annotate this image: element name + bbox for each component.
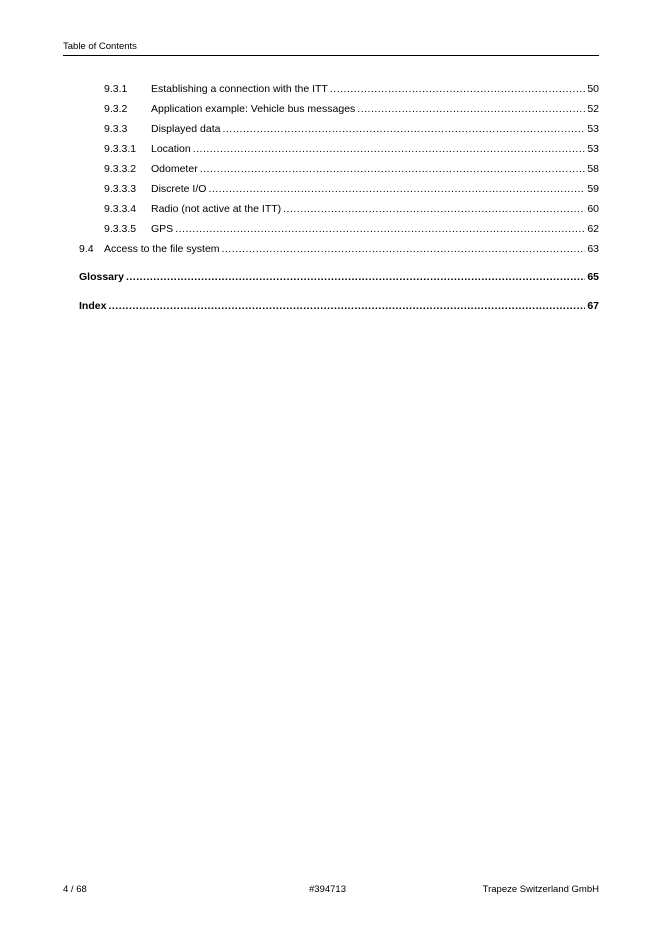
toc-entry-page[interactable]: 50 xyxy=(587,83,599,95)
toc-leader-dots xyxy=(357,102,585,116)
toc-entry-line xyxy=(151,142,599,156)
toc-entry-9-3-3-2[interactable] xyxy=(0,162,662,182)
toc-entry-title[interactable]: Glossary xyxy=(79,271,124,283)
toc-entry-line xyxy=(151,82,599,96)
toc-entry-9-3-3[interactable] xyxy=(0,122,662,142)
toc-entry-title[interactable]: Odometer xyxy=(151,163,198,175)
toc-leader-dots xyxy=(200,162,586,176)
toc-entry-title[interactable]: Access to the file system xyxy=(104,243,220,255)
toc-entry-line xyxy=(151,102,599,116)
toc-entry-line xyxy=(151,122,599,136)
toc-entry-line xyxy=(79,270,599,284)
toc-entry-9-3-1[interactable] xyxy=(0,82,662,102)
toc-entry-9-3-3-4[interactable] xyxy=(0,202,662,222)
toc-entry-line xyxy=(104,242,599,256)
toc-entry-title[interactable]: Displayed data xyxy=(151,123,221,135)
toc-leader-dots xyxy=(222,122,585,136)
toc-entry-9-3-3-3[interactable] xyxy=(0,182,662,202)
toc-entry-page[interactable]: 65 xyxy=(587,271,599,283)
footer-page-number: 4 / 68 xyxy=(63,884,87,895)
toc-leader-dots xyxy=(126,270,585,284)
toc-entry-line xyxy=(151,202,599,216)
header-title: Table of Contents xyxy=(63,41,137,52)
toc-entry-number: 9.3.1 xyxy=(104,83,128,95)
toc-entry-title[interactable]: Radio (not active at the ITT) xyxy=(151,203,282,215)
toc-entry-number: 9.3.3.3 xyxy=(104,183,137,195)
toc-leader-dots xyxy=(330,82,585,96)
toc-entry-page[interactable]: 63 xyxy=(587,243,599,255)
toc-entry-page[interactable]: 62 xyxy=(587,223,599,235)
toc-entry-number: 9.3.3.2 xyxy=(104,163,137,175)
toc-entry-title[interactable]: Index xyxy=(79,300,107,312)
toc-entry-line xyxy=(151,162,599,176)
toc-entry-page[interactable]: 53 xyxy=(587,123,599,135)
toc-entry-index[interactable] xyxy=(0,299,662,319)
toc-entry-9-4[interactable] xyxy=(0,242,662,262)
footer-document-id: #394713 xyxy=(309,884,346,895)
toc-entry-number: 9.3.3 xyxy=(104,123,128,135)
toc-entry-title[interactable]: Establishing a connection with the ITT xyxy=(151,83,328,95)
toc-entry-page[interactable]: 59 xyxy=(587,183,599,195)
toc-entry-page[interactable]: 67 xyxy=(587,300,599,312)
toc-entry-title[interactable]: Application example: Vehicle bus messages xyxy=(151,103,356,115)
toc-entry-title[interactable]: GPS xyxy=(151,223,174,235)
toc-entry-9-3-3-5[interactable] xyxy=(0,222,662,242)
toc-leader-dots xyxy=(175,222,585,236)
toc-entry-line xyxy=(151,222,599,236)
page-footer xyxy=(63,884,599,898)
toc-entry-9-3-2[interactable] xyxy=(0,102,662,122)
toc-entry-page[interactable]: 58 xyxy=(587,163,599,175)
toc-entry-number: 9.3.3.5 xyxy=(104,223,137,235)
toc-entry-number: 9.4 xyxy=(79,243,94,255)
toc-leader-dots xyxy=(222,242,586,256)
toc-leader-dots xyxy=(283,202,585,216)
toc-leader-dots xyxy=(108,299,585,313)
footer-company: Trapeze Switzerland GmbH xyxy=(482,884,599,895)
toc-entry-page[interactable]: 52 xyxy=(587,103,599,115)
toc-entry-number: 9.3.3.4 xyxy=(104,203,137,215)
toc-entry-title[interactable]: Location xyxy=(151,143,191,155)
toc-entry-page[interactable]: 53 xyxy=(587,143,599,155)
toc-entry-title[interactable]: Discrete I/O xyxy=(151,183,207,195)
toc-leader-dots xyxy=(193,142,586,156)
toc-entry-9-3-3-1[interactable] xyxy=(0,142,662,162)
toc-leader-dots xyxy=(208,182,585,196)
toc-entry-glossary[interactable] xyxy=(0,270,662,290)
toc-entry-line xyxy=(151,182,599,196)
table-of-contents xyxy=(0,82,662,319)
toc-entry-line xyxy=(79,299,599,313)
page-header xyxy=(63,41,599,56)
toc-entry-number: 9.3.2 xyxy=(104,103,128,115)
toc-entry-page[interactable]: 60 xyxy=(587,203,599,215)
toc-entry-number: 9.3.3.1 xyxy=(104,143,137,155)
